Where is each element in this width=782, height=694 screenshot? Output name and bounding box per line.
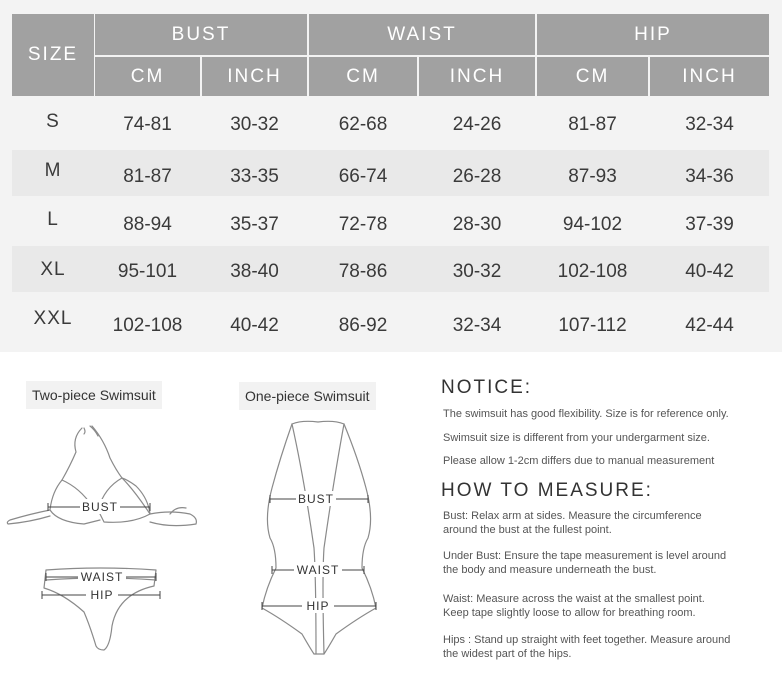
measure-waist-line: Keep tape slightly loose to allow for breathing room. [443, 607, 696, 619]
one-piece-swimsuit-illustration [240, 418, 400, 663]
size-label: XXL [33, 308, 73, 329]
table-cell: 40-42 [685, 261, 734, 282]
two-piece-waist-label: WAIST [80, 570, 124, 584]
table-cell: 94-102 [562, 214, 623, 235]
notice-title: NOTICE: [441, 377, 533, 398]
how-to-measure-title: HOW TO MEASURE: [441, 480, 653, 501]
table-cell: 34-36 [685, 166, 734, 187]
table-cell: 81-87 [123, 166, 172, 187]
table-cell: 42-44 [685, 315, 734, 336]
size-label: S [46, 111, 60, 132]
table-cell: 107-112 [558, 315, 627, 336]
table-cell: 35-37 [230, 214, 279, 235]
notice-line: Please allow 1-2cm differs due to manual measurement [443, 455, 715, 467]
measure-underbust-line: the body and measure underneath the bust. [443, 564, 657, 576]
waist-header: WAIST [309, 14, 535, 55]
unit-header: INCH [419, 57, 535, 96]
two-piece-title: Two-piece Swimsuit [26, 381, 162, 409]
one-piece-waist-label: WAIST [296, 563, 340, 577]
table-cell: 74-81 [123, 114, 172, 135]
one-piece-hip-label: HIP [306, 599, 330, 613]
table-cell: 37-39 [685, 214, 734, 235]
table-cell: 24-26 [452, 114, 502, 135]
measure-hips-line: the widest part of the hips. [443, 648, 572, 660]
two-piece-bust-label: BUST [81, 500, 119, 514]
unit-header: INCH [202, 57, 307, 96]
size-label: L [47, 209, 59, 230]
table-cell: 78-86 [338, 261, 388, 282]
table-cell: 86-92 [338, 315, 388, 336]
measure-waist-line: Waist: Measure across the waist at the smallest point. [443, 593, 705, 605]
table-cell: 32-34 [452, 315, 502, 336]
table-cell: 62-68 [338, 114, 388, 135]
two-piece-swimsuit-illustration [0, 418, 220, 658]
hip-header: HIP [537, 14, 769, 55]
table-cell: 33-35 [230, 166, 279, 187]
table-cell: 102-108 [557, 261, 628, 282]
table-cell: 38-40 [230, 261, 279, 282]
table-cell: 81-87 [568, 114, 617, 135]
unit-header: CM [537, 57, 648, 96]
two-piece-hip-label: HIP [90, 588, 114, 602]
one-piece-bust-label: BUST [297, 492, 335, 506]
measure-hips-line: Hips : Stand up straight with feet together. Measure around [443, 634, 731, 646]
table-cell: 87-93 [568, 166, 617, 187]
unit-header: CM [309, 57, 417, 96]
unit-header: CM [95, 57, 200, 96]
unit-header: INCH [650, 57, 769, 96]
bust-header: BUST [95, 14, 307, 55]
one-piece-title: One-piece Swimsuit [239, 382, 376, 410]
table-cell: 28-30 [452, 214, 502, 235]
table-cell: 40-42 [230, 315, 279, 336]
table-cell: 30-32 [452, 261, 502, 282]
table-cell: 30-32 [230, 114, 279, 135]
table-cell: 95-101 [117, 261, 178, 282]
measure-underbust-line: Under Bust: Ensure the tape measurement is level around [443, 550, 727, 562]
table-cell: 88-94 [123, 214, 172, 235]
table-cell: 72-78 [338, 214, 388, 235]
measure-bust-line: around the bust at the fullest point. [443, 524, 612, 536]
table-cell: 26-28 [452, 166, 502, 187]
size-header: SIZE [12, 14, 94, 96]
table-cell: 66-74 [338, 166, 388, 187]
size-label: M [44, 160, 62, 181]
table-cell: 32-34 [685, 114, 734, 135]
size-label: XL [40, 259, 66, 280]
table-cell: 102-108 [112, 315, 183, 336]
notice-line: The swimsuit has good flexibility. Size is for reference only. [443, 408, 729, 420]
measure-bust-line: Bust: Relax arm at sides. Measure the circumference [443, 510, 702, 522]
notice-line: Swimsuit size is different from your undergarment size. [443, 432, 710, 444]
